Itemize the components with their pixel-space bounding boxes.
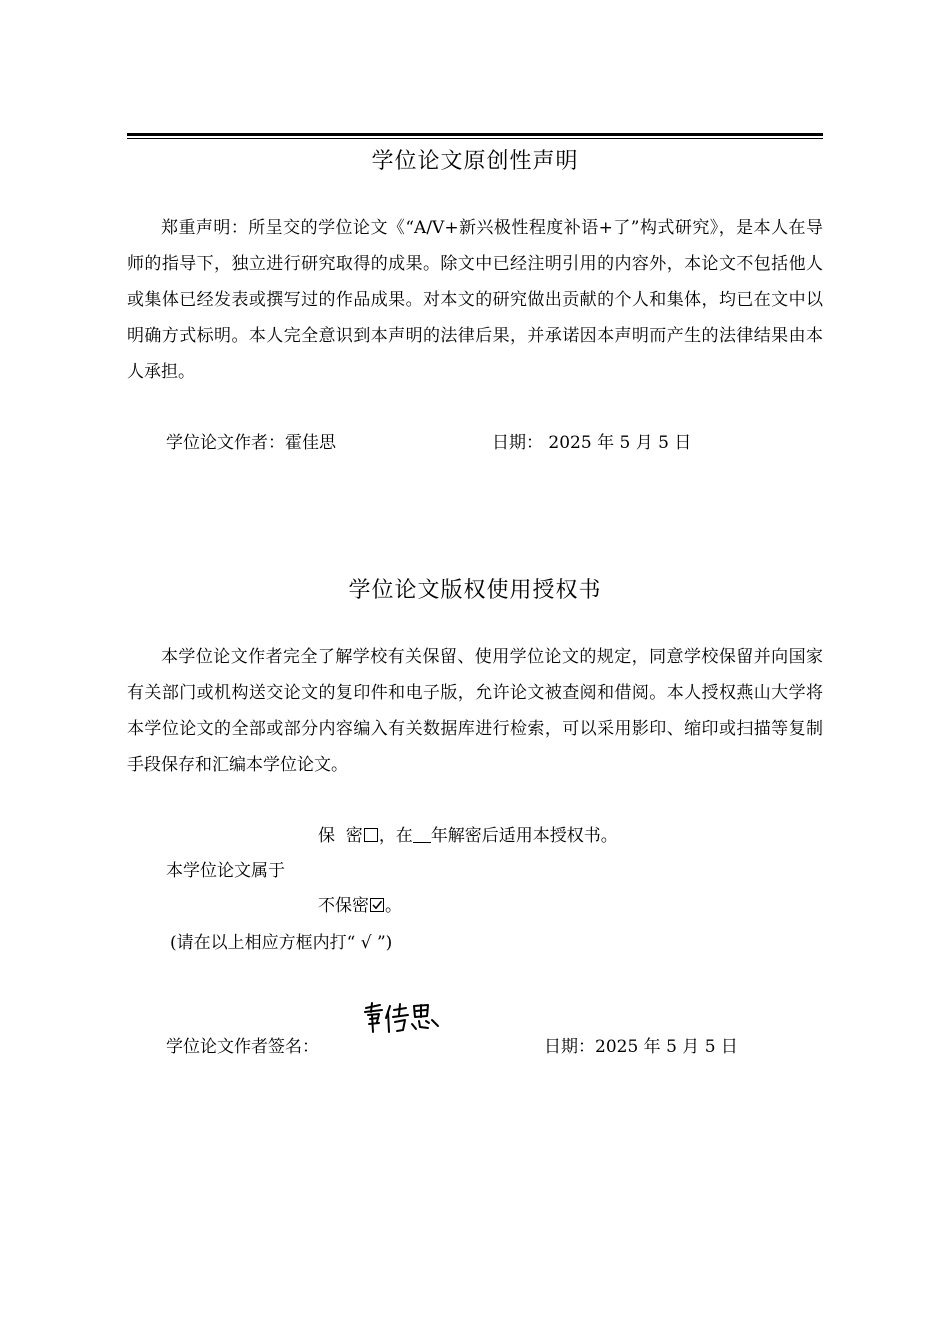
secret-checkbox-icon[interactable] bbox=[364, 828, 378, 842]
declaration-author: 学位论文作者：霍佳思 bbox=[166, 433, 336, 453]
handwritten-signature bbox=[362, 1000, 442, 1036]
option-public-label: 不保密 bbox=[318, 896, 369, 916]
option-secret-label: 保 密 bbox=[318, 826, 363, 846]
option-public bbox=[318, 894, 402, 918]
option-secret bbox=[318, 824, 618, 848]
year-blank-line bbox=[413, 826, 431, 843]
signature-label: 学位论文作者签名： bbox=[166, 1037, 319, 1057]
checkmark-instruction: (请在以上相应方框内打“ √ ”) bbox=[170, 933, 393, 953]
declaration-body: 郑重声明：所呈交的学位论文《“A/V+新兴极性程度补语+了”构式研究》，是本人在导师的指导下，独立进行研究取得的成果。除文中已经注明引用的内容外，本论文不包括他人或集体已经发表或撰写过的作品成果。对本文的研究做出贡献的个人和集体，均已在文中以明确方式标明。本人完全意识到本声明的法律后果，并承诺因本声明而产生的法律结果由本人承担。 bbox=[127, 218, 823, 382]
header-rule-thick bbox=[127, 133, 823, 136]
option-public-text: 。 bbox=[385, 896, 402, 916]
authorization-body: 本学位论文作者完全了解学校有关保留、使用学位论文的规定，同意学校保留并向国家有关部门或机构送交论文的复印件和电子版，允许论文被查阅和借阅。本人授权燕山大学将本学位论文的全部或部分内容编入有关数据库进行检索，可以采用影印、缩印或扫描等复制手段保存和汇编本学位论文。 bbox=[127, 647, 823, 775]
option-secret-text-a: ，在 bbox=[378, 826, 413, 846]
public-checked-checkbox-icon[interactable] bbox=[370, 898, 384, 912]
declaration-title: 学位论文原创性声明 bbox=[371, 149, 579, 174]
authorization-date: 日期：2025 年 5 月 5 日 bbox=[544, 1037, 738, 1057]
header-rule-thin bbox=[127, 138, 823, 139]
belongs-label: 本学位论文属于 bbox=[166, 861, 285, 881]
authorization-title: 学位论文版权使用授权书 bbox=[348, 578, 602, 603]
declaration-date: 日期： 2025 年 5 月 5 日 bbox=[492, 433, 692, 453]
option-secret-text-b: 年解密后适用本授权书。 bbox=[430, 826, 618, 846]
